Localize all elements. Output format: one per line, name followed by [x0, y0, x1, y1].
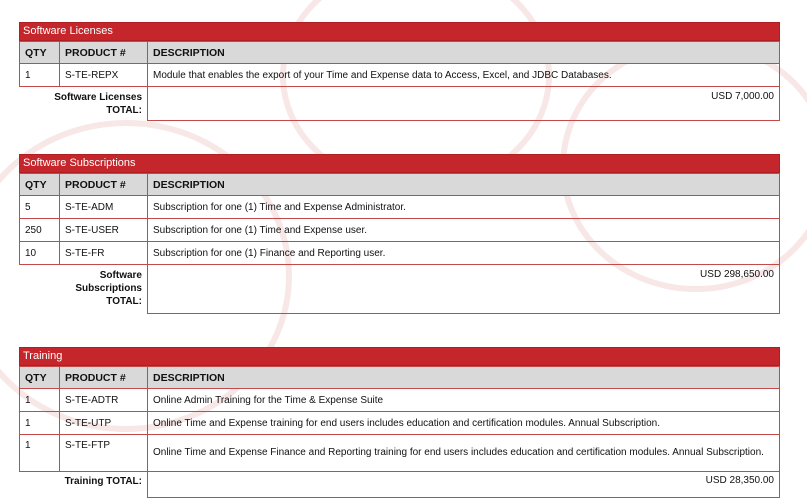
qty-cell: 1: [20, 435, 60, 472]
product-cell: S-TE-UTP: [60, 412, 148, 435]
total-label-line: Subscriptions: [75, 283, 142, 294]
qty-cell: 250: [20, 219, 60, 242]
qty-header: QTY: [20, 42, 60, 64]
product-header: PRODUCT #: [60, 174, 148, 196]
description-cell: Online Admin Training for the Time & Expense Suite: [148, 389, 780, 412]
total-row: [20, 87, 780, 121]
training-section: [19, 347, 780, 498]
qty-cell: 10: [20, 242, 60, 265]
total-label-line: Software: [99, 270, 142, 281]
total-label-line: Training TOTAL:: [64, 476, 142, 487]
software-subscriptions-section: [19, 154, 780, 314]
total-row: [20, 265, 780, 314]
line-items-table: [19, 173, 780, 314]
total-value: USD 298,650.00: [148, 265, 780, 314]
product-header: PRODUCT #: [60, 42, 148, 64]
total-label-line: Software Licenses: [54, 92, 142, 103]
total-value: USD 7,000.00: [148, 87, 780, 121]
description-header: DESCRIPTION: [148, 42, 780, 64]
line-items-table: [19, 366, 780, 498]
table-row: [20, 196, 780, 219]
description-cell: Module that enables the export of your Time and Expense data to Access, Excel, and JDBC Databases.: [148, 64, 780, 87]
product-cell: S-TE-ADTR: [60, 389, 148, 412]
total-label: [20, 472, 148, 498]
qty-header: QTY: [20, 367, 60, 389]
table-row: [20, 219, 780, 242]
section-title: Software Subscriptions: [19, 154, 780, 173]
qty-cell: 1: [20, 412, 60, 435]
qty-cell: 1: [20, 389, 60, 412]
total-value: USD 28,350.00: [148, 472, 780, 498]
line-items-table: [19, 41, 780, 121]
table-row: [20, 64, 780, 87]
total-row: [20, 472, 780, 498]
table-row: [20, 242, 780, 265]
product-cell: S-TE-FR: [60, 242, 148, 265]
total-label-line: TOTAL:: [106, 296, 142, 307]
product-header: PRODUCT #: [60, 367, 148, 389]
table-row: [20, 389, 780, 412]
product-cell: S-TE-FTP: [60, 435, 148, 472]
total-label: [20, 265, 148, 314]
description-cell: Online Time and Expense training for end users includes education and certification modules. Annual Subscription.: [148, 412, 780, 435]
description-header: DESCRIPTION: [148, 174, 780, 196]
qty-cell: 1: [20, 64, 60, 87]
table-row: [20, 435, 780, 472]
table-row: [20, 412, 780, 435]
section-title: Software Licenses: [19, 22, 780, 41]
qty-header: QTY: [20, 174, 60, 196]
description-cell: Online Time and Expense Finance and Reporting training for end users includes education and certification modules. Annual Subscription.: [148, 435, 780, 472]
section-title: Training: [19, 347, 780, 366]
description-header: DESCRIPTION: [148, 367, 780, 389]
description-cell: Subscription for one (1) Time and Expense user.: [148, 219, 780, 242]
software-licenses-section: [19, 22, 780, 121]
description-cell: Subscription for one (1) Finance and Reporting user.: [148, 242, 780, 265]
total-label-line: TOTAL:: [106, 105, 142, 116]
total-label: [20, 87, 148, 121]
product-cell: S-TE-REPX: [60, 64, 148, 87]
product-cell: S-TE-ADM: [60, 196, 148, 219]
description-cell: Subscription for one (1) Time and Expense Administrator.: [148, 196, 780, 219]
qty-cell: 5: [20, 196, 60, 219]
product-cell: S-TE-USER: [60, 219, 148, 242]
